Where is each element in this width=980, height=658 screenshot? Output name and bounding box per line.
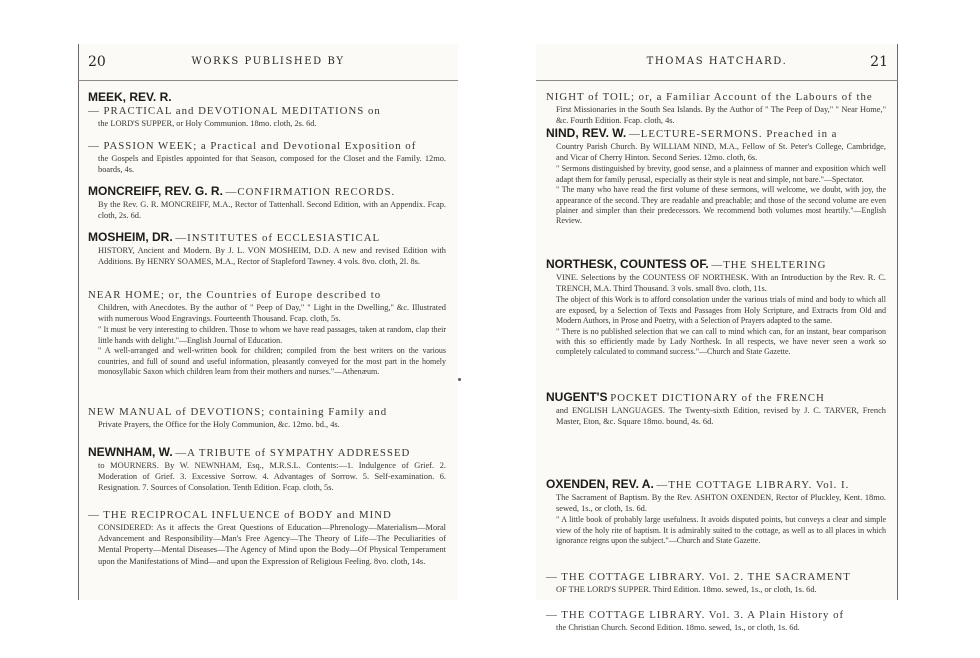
catalogue-entry	[88, 104, 446, 129]
page-rule	[78, 44, 79, 600]
entry-review-quote: " It must be very interesting to children. Those to whom we have read passages, taken at random, clap their little hands with delight."—English Journal of Education. " A well-arranged and well-written book for children; compiled from the best writers on the various countries, and full of sound and useful information, pleasantly conveyed for the most part in the homely monosyllabic Saxon which children learn from their mothers and nurses."—Athenæum.	[98, 325, 446, 377]
stray-mark	[458, 378, 461, 381]
entry-heading	[88, 445, 446, 460]
page-number: 21	[870, 54, 888, 70]
entry-heading	[88, 230, 446, 245]
entry-details: Children, with Anecdotes. By the author of " Peep of Day," " Light in the Dwelling," &c. Illustrated with numerous Wood Engravings. Fourteenth Thousand. Fcap. cloth, 5s.	[98, 303, 446, 324]
running-head	[536, 56, 898, 70]
entry-title: NEAR HOME; or, the Countries of Europe described to	[88, 289, 382, 301]
entry-review-quote: The object of this Work is to afford consolation under the various trials of mind and body to which all are exposed, by a Selection of Texts and Passages from Holy Scripture, and Extracts from Old and Modern Authors, in Prose and Poetry, with a Selection of Prayers adapted to the same. " There is no published selection that we can call to mind which can, for an instant, bear comparison with this so efficiently made by Lady Northesk. In all respects, we have never seen a work so completely calculated to command success."—Church and State Gazette.	[556, 295, 886, 357]
entry-details: OF THE LORD'S SUPPER. Third Edition. 18mo. sewed, 1s., or cloth, 1s. 6d.	[556, 585, 817, 594]
entry-details: Country Parish Church. By WILLIAM NIND, M.A., Fellow of St. Peter's College, Cambridge, and Vicar of Cherry Hinton. Second Series. 12mo. cloth, 6s.	[556, 142, 886, 163]
entry-title: —LECTURE-SERMONS. Preached in a	[628, 128, 838, 140]
catalogue-entry	[546, 390, 886, 427]
entry-title: —THE SHELTERING	[711, 259, 827, 271]
entry-title: —THE COTTAGE LIBRARY. Vol. I.	[656, 479, 850, 491]
entry-details: The Sacrament of Baptism. By the Rev. ASHTON OXENDEN, Rector of Pluckley, Kent. 18mo. sewed, 1s., or cloth, 1s. 6d.	[556, 493, 886, 514]
entry-title: — THE COTTAGE LIBRARY. Vol. 2. THE SACRAMENT	[546, 571, 851, 583]
entry-author: MONCREIFF, REV. G. R.	[88, 184, 223, 198]
entry-title: — THE COTTAGE LIBRARY. Vol. 3. A Plain History of	[546, 609, 845, 621]
entry-title: — PASSION WEEK; a Practical and Devotional Exposition of	[88, 140, 417, 152]
entry-details: HISTORY, Ancient and Modern. By J. L. VON MOSHEIM, D.D. A new and revised Edition with Additions. By HENRY SOAMES, M.A., Rector of Stapleford Tawney. 4 vols. 8vo. cloth, 2l. 8s.	[98, 246, 446, 267]
catalogue-entry	[88, 288, 446, 377]
running-head-title: WORKS PUBLISHED BY	[191, 56, 345, 67]
entry-heading	[546, 608, 886, 622]
entry-details: the Christian Church. Second Edition. 18mo. sewed, 1s., or cloth, 1s. 6d.	[556, 623, 800, 632]
entry-title: POCKET DICTIONARY of the FRENCH	[610, 392, 825, 404]
catalogue-entry	[88, 445, 446, 494]
catalogue-entry	[546, 126, 886, 227]
entry-title: NEW MANUAL of DEVOTIONS; containing Family and	[88, 406, 388, 418]
entry-heading	[88, 184, 446, 199]
catalogue-entry	[546, 90, 886, 126]
entry-title: —CONFIRMATION RECORDS.	[225, 186, 396, 198]
entry-title: —A TRIBUTE of SYMPATHY ADDRESSED	[175, 447, 411, 459]
entry-heading	[88, 90, 446, 105]
catalogue-entry	[88, 184, 446, 221]
entry-details: to MOURNERS. By W. NEWNHAM, Esq., M.R.S.L. Contents:—1. Indulgence of Grief. 2. Moderation of Grief. 3. Excessive Sorrow. 4. Advantages of Sorrow. 5. Self-examination. 6. Resignation. 7. Sources of Consolation. Tenth Edition. Fcap. cloth, 5s.	[98, 461, 446, 493]
entry-heading	[546, 257, 886, 272]
catalogue-entry	[546, 477, 886, 547]
page-rule	[897, 44, 898, 600]
catalogue-entry	[88, 230, 446, 267]
entry-heading	[546, 570, 886, 584]
entry-details: VINE. Selections by the COUNTESS OF NORTHESK. With an Introduction by the Rev. R. C. TRENCH, M.A. Third Thousand. 3 vols. small 8vo. cloth, 11s.	[556, 273, 886, 294]
entry-review-quote: " Sermons distinguished by brevity, good sense, and a plainness of manner and exposition which well adapt them for family perusal, especially as their style is neat and simple, not bare."—Spectator. " The many who have read the first volume of these sermons, will welcome, we doubt, with joy, the appearance of the second. They are readable and preachable; and those of the second volume are even plainer and simpler than their predecessors. We recommend both volumes most heartily."—English Review.	[556, 164, 886, 226]
running-head	[78, 56, 458, 70]
entry-heading	[88, 139, 446, 153]
entry-title: — THE RECIPROCAL INFLUENCE of BODY and MIND	[88, 509, 392, 521]
entry-author: OXENDEN, REV. A.	[546, 477, 654, 491]
entry-heading	[546, 126, 886, 141]
entry-author: MOSHEIM, DR.	[88, 230, 173, 244]
catalogue-entry	[88, 508, 446, 567]
running-head-title: THOMAS HATCHARD.	[646, 56, 788, 67]
entry-review-quote: " A little book of probably large usefulness. It avoids disputed points, but conveys a clear and simple view of the holy rite of baptism. It is admirably suited to the cottage, as well as to all places in which ignorance reigns upon the subject."—Church and State Gazette.	[556, 515, 886, 546]
entry-details: the Gospels and Epistles appointed for that Season, composed for the Closet and the Family. 12mo. boards, 4s.	[98, 154, 446, 175]
entry-details: By the Rev. G. R. MONCREIFF, M.A., Rector of Tattenhall. Second Edition, with an Appendix. Fcap. cloth, 2s. 6d.	[98, 200, 446, 221]
entry-heading	[546, 477, 886, 492]
entry-details: Private Prayers, the Office for the Holy Communion, &c. 12mo. bd., 4s.	[98, 420, 340, 429]
entry-details: First Missionaries in the South Sea Islands. By the Author of " The Peep of Day," " Near Home," &c. Fourth Edition. Fcap. cloth, 4s.	[556, 105, 886, 126]
entry-heading	[546, 90, 886, 104]
entry-author: NEWNHAM, W.	[88, 445, 173, 459]
catalogue-entry	[88, 90, 446, 105]
entry-author: MEEK, REV. R.	[88, 90, 172, 104]
catalogue-entry	[88, 139, 446, 175]
catalogue-entry	[546, 257, 886, 358]
right-page	[536, 44, 898, 632]
entry-details: and ENGLISH LANGUAGES. The Twenty-sixth Edition, revised by J. C. TARVER, French Master, Eton, &c. Square 18mo. bound, 4s. 6d.	[556, 406, 886, 427]
entry-heading	[88, 405, 446, 419]
entry-heading	[546, 390, 886, 405]
catalogue-entry	[546, 570, 886, 595]
entry-author: NIND, REV. W.	[546, 126, 627, 140]
left-page	[78, 44, 458, 600]
entry-title: — PRACTICAL and DEVOTIONAL MEDITATIONS on	[88, 105, 381, 117]
entry-heading	[88, 508, 446, 522]
entry-heading	[88, 104, 446, 118]
entry-author: NORTHESK, COUNTESS OF.	[546, 257, 709, 271]
catalogue-entry	[88, 405, 446, 430]
entry-title: —INSTITUTES of ECCLESIASTICAL	[175, 232, 381, 244]
head-rule	[78, 80, 458, 81]
entry-details: CONSIDERED: As it affects the Great Questions of Education—Phrenology—Materialism—Moral Advancement and Responsibility—Man's Free Agency—The Theory of Life—The Peculiarities of Mental Property—Mental Diseases—The Agency of Mind upon the Body—Of Physical Temperament upon the Manifestations of Mind—and upon the Expression of Religious Feeling. 8vo. cloth, 14s.	[98, 523, 446, 566]
page-number: 20	[88, 54, 106, 70]
entry-author: NUGENT'S	[546, 390, 608, 404]
entry-title: NIGHT of TOIL; or, a Familiar Account of the Labours of the	[546, 91, 873, 103]
catalogue-entry	[546, 608, 886, 633]
entry-details: the LORD'S SUPPER, or Holy Communion. 18mo. cloth, 2s. 6d.	[98, 119, 317, 128]
entry-heading	[88, 288, 446, 302]
head-rule	[536, 80, 898, 81]
